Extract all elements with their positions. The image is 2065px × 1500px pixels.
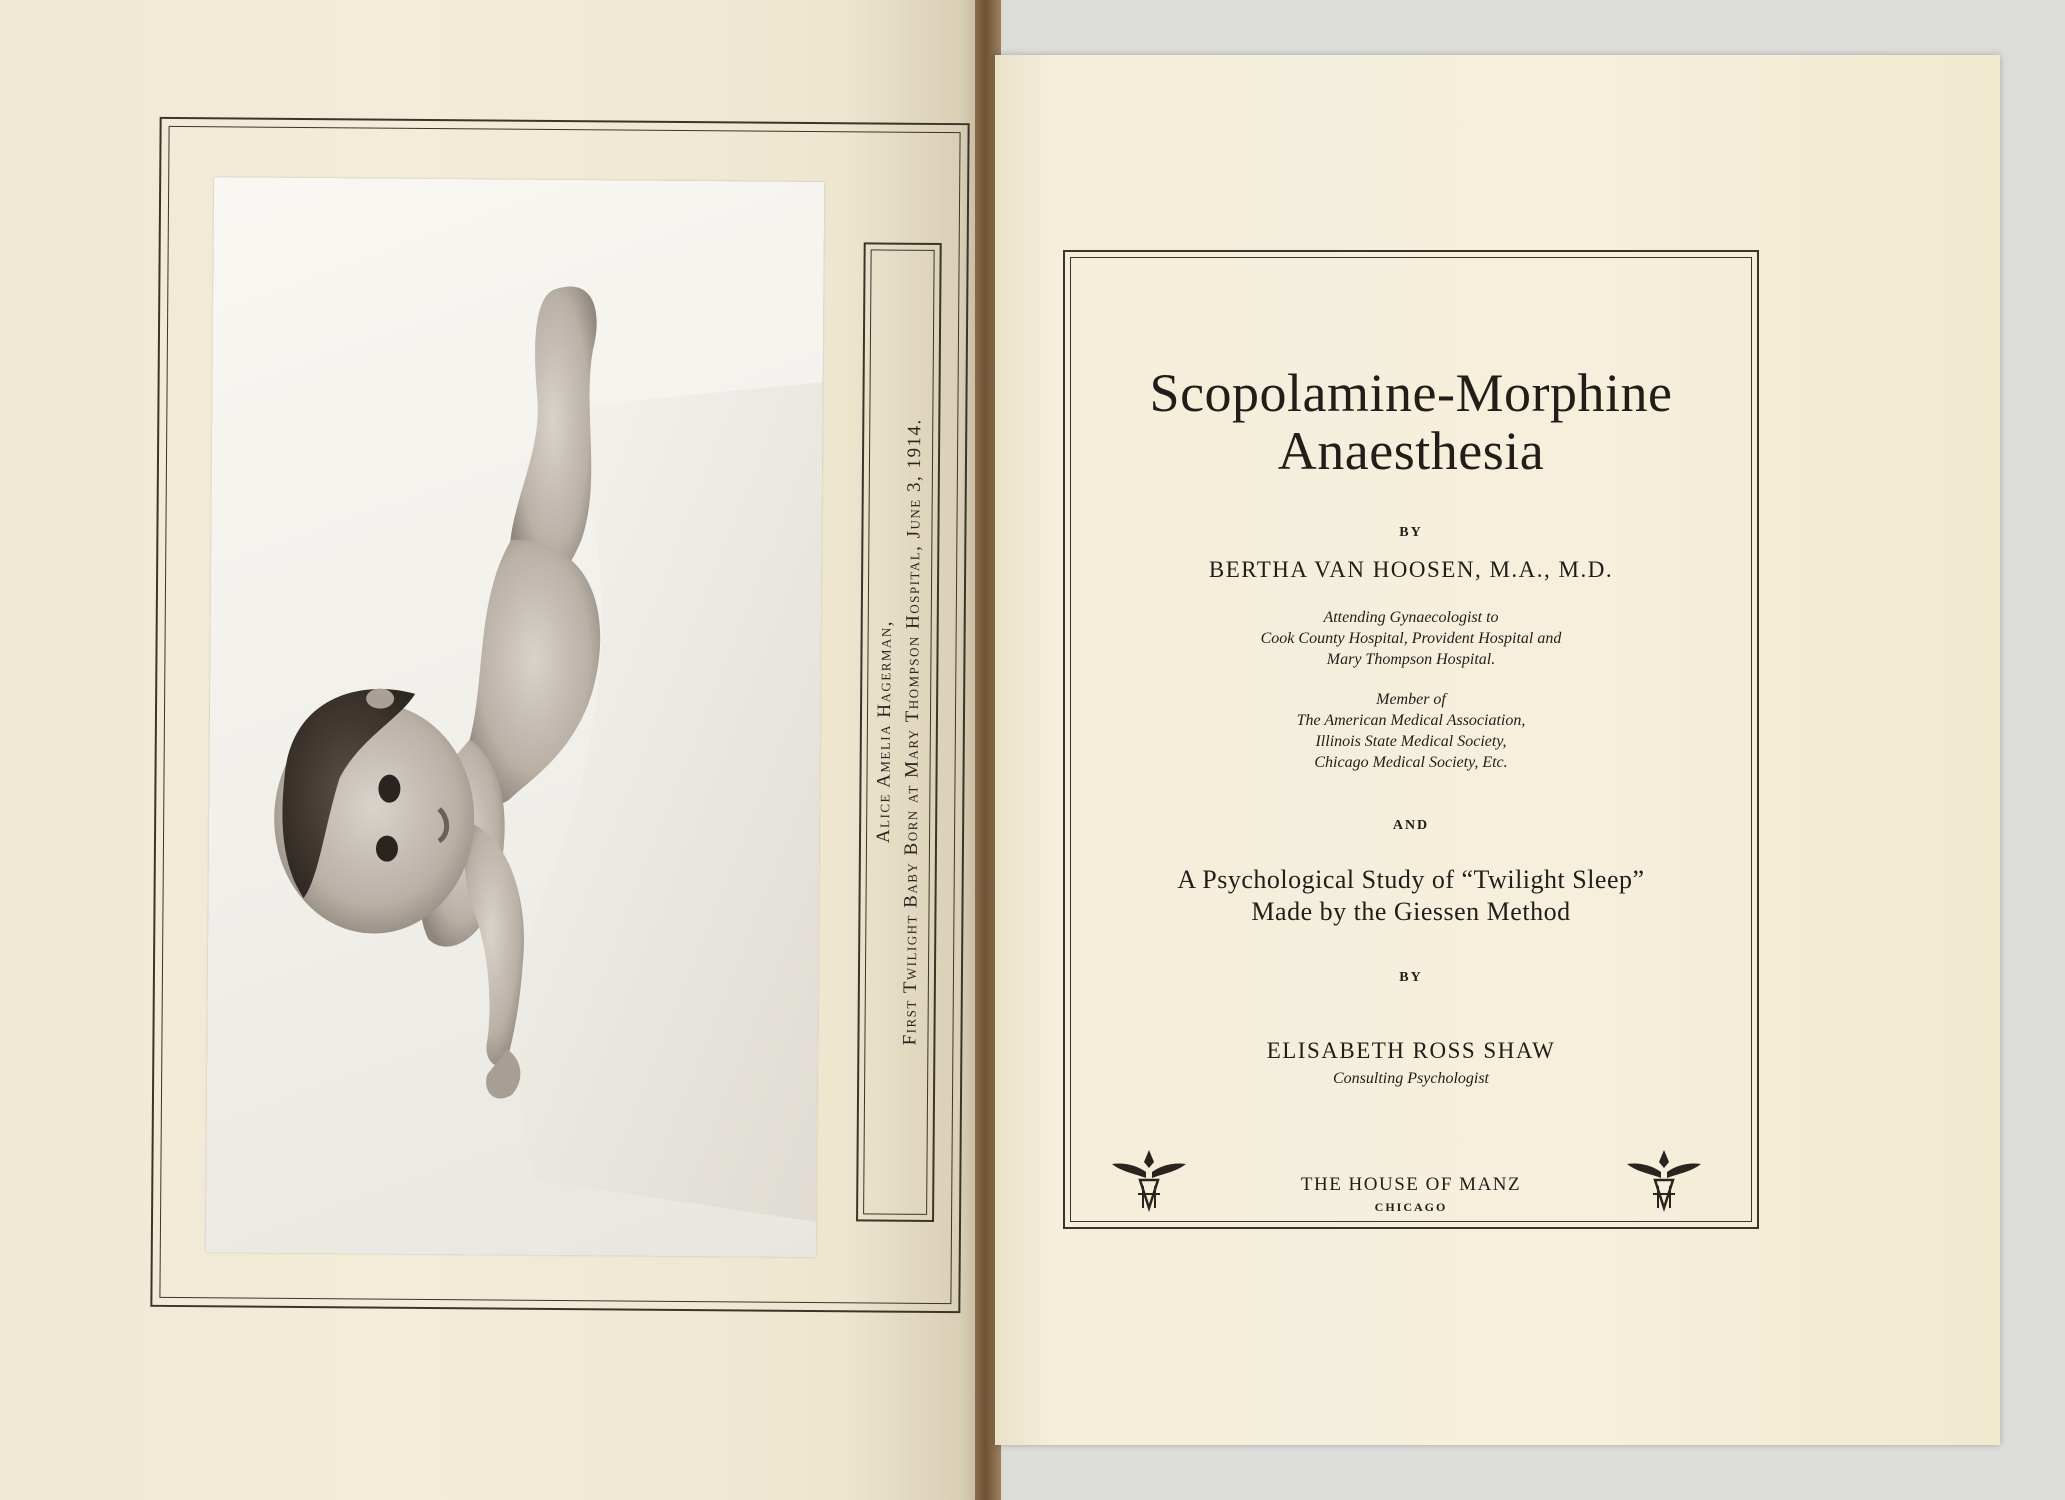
publisher-name: THE HOUSE OF MANZ [1300, 1174, 1522, 1195]
by-label-1: BY [1399, 525, 1423, 540]
title-page-frame [1063, 250, 1759, 1229]
subtitle-line-2: Made by the Giessen Method [1251, 897, 1571, 926]
publisher-emblem-right-icon [1625, 1142, 1703, 1212]
member-line-1: Member of [1376, 691, 1446, 708]
caption-line-1: Alice Amelia Hagerman, [873, 619, 896, 844]
book-subtitle [1065, 864, 1757, 928]
baby-photograph [206, 177, 824, 1257]
affiliation-line-1: Attending Gynaecologist to [1323, 609, 1499, 626]
member-line-4: Chicago Medical Society, Etc. [1314, 754, 1508, 771]
caption-line-2: First Twilight Baby Born at Mary Thompson Hospital, June 3, 1914. [899, 418, 926, 1046]
and-label: AND [1392, 818, 1430, 833]
by-label-2: BY [1399, 970, 1423, 985]
publisher-emblem-left-icon [1110, 1142, 1188, 1212]
author-memberships [1065, 689, 1757, 773]
author-name-1: BERTHA VAN HOOSEN, M.A., M.D. [1208, 557, 1614, 582]
publisher-city: CHICAGO [1374, 1200, 1448, 1214]
author-name-2: ELISABETH ROSS SHAW [1266, 1038, 1556, 1063]
author-affiliation [1065, 607, 1757, 670]
frontispiece [150, 117, 969, 1313]
title-line-1: Scopolamine-Morphine [1149, 363, 1673, 423]
affiliation-line-3: Mary Thompson Hospital. [1326, 651, 1496, 668]
book-title [1065, 364, 1757, 480]
baby-photo-illustration [206, 177, 824, 1257]
photo-caption-box [856, 242, 942, 1222]
photo-caption [867, 261, 930, 1201]
title-line-2: Anaesthesia [1277, 421, 1545, 481]
member-line-2: The American Medical Association, [1296, 712, 1526, 729]
author-2-role: Consulting Psychologist [1333, 1070, 1489, 1087]
subtitle-line-1: A Psychological Study of “Twilight Sleep” [1177, 865, 1645, 894]
left-page [0, 0, 990, 1500]
member-line-3: Illinois State Medical Society, [1315, 733, 1507, 750]
right-page [995, 55, 2000, 1445]
affiliation-line-2: Cook County Hospital, Provident Hospital and [1260, 630, 1562, 647]
